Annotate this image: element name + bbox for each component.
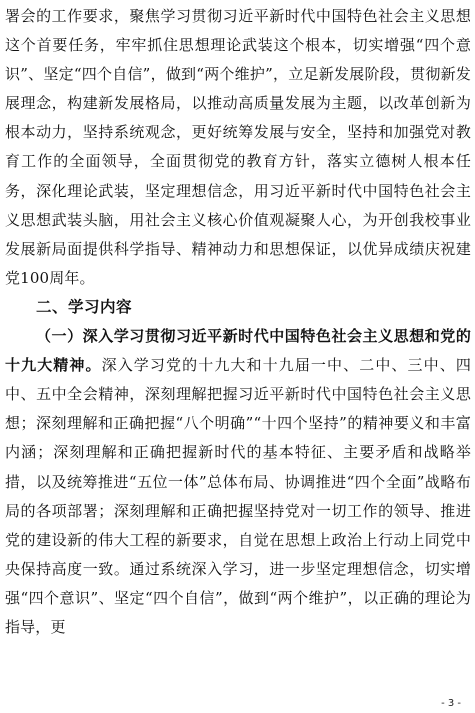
body-paragraph-study-content [5,322,471,642]
paragraph-lead-heading: （一）深入学习贯彻习近平新时代中国特色社会主义思想和党的十九大精神。 [5,327,471,375]
paragraph-body-text: 深入学习党的十九大和十九届一中、二中、三中、四中、五中全会精神，深刻理解把握习近平新时代中国特色社会主义思想；深刻理解和正确把握“八个明确”“十四个坚持”的精神要义和丰富内涵；深刻理解和正确把握新时代的基本特征、主要矛盾和战略举措，以及统筹推进“五位一体”总体布局、协调推进“四个全面”战略布局的各项部署；深刻理解和正确把握坚持党对一切工作的领导、推进党的建设新的伟大工程的新要求，自觉在思想上政治上行动上同党中央保持高度一致。通过系统深入学习，进一步坚定理想信念，切实增强“四个意识”、坚定“四个自信”，做到“两个维护”，以正确的理论为指导，更 [5,356,471,636]
section-heading: 二、学习内容 [36,297,133,316]
body-paragraph: 署会的工作要求，聚焦学习贯彻习近平新时代中国特色社会主义思想这个首要任务，牢牢抓住思想理论武装这个根本，切实增强“四个意识”、坚定“四个自信”，做到“两个维护”，立足新发展阶段，贯彻新发展理念，构建新发展格局，以推动高质量发展为主题，以改革创新为根本动力，坚持系统观念，更好统筹发展与安全，坚持和加强党对教育工作的全面领导，全面贯彻党的教育方针，落实立德树人根本任务，深化理论武装，坚定理想信念，用习近平新时代中国特色社会主义思想武装头脑，用社会主义核心价值观凝聚人心，为开创我校事业发展新局面提供科学指导、精神动力和思想保证，以优异成绩庆祝建党100周年。 [5,7,471,287]
document-body [5,2,471,642]
page-number: - 3 - [441,698,461,709]
